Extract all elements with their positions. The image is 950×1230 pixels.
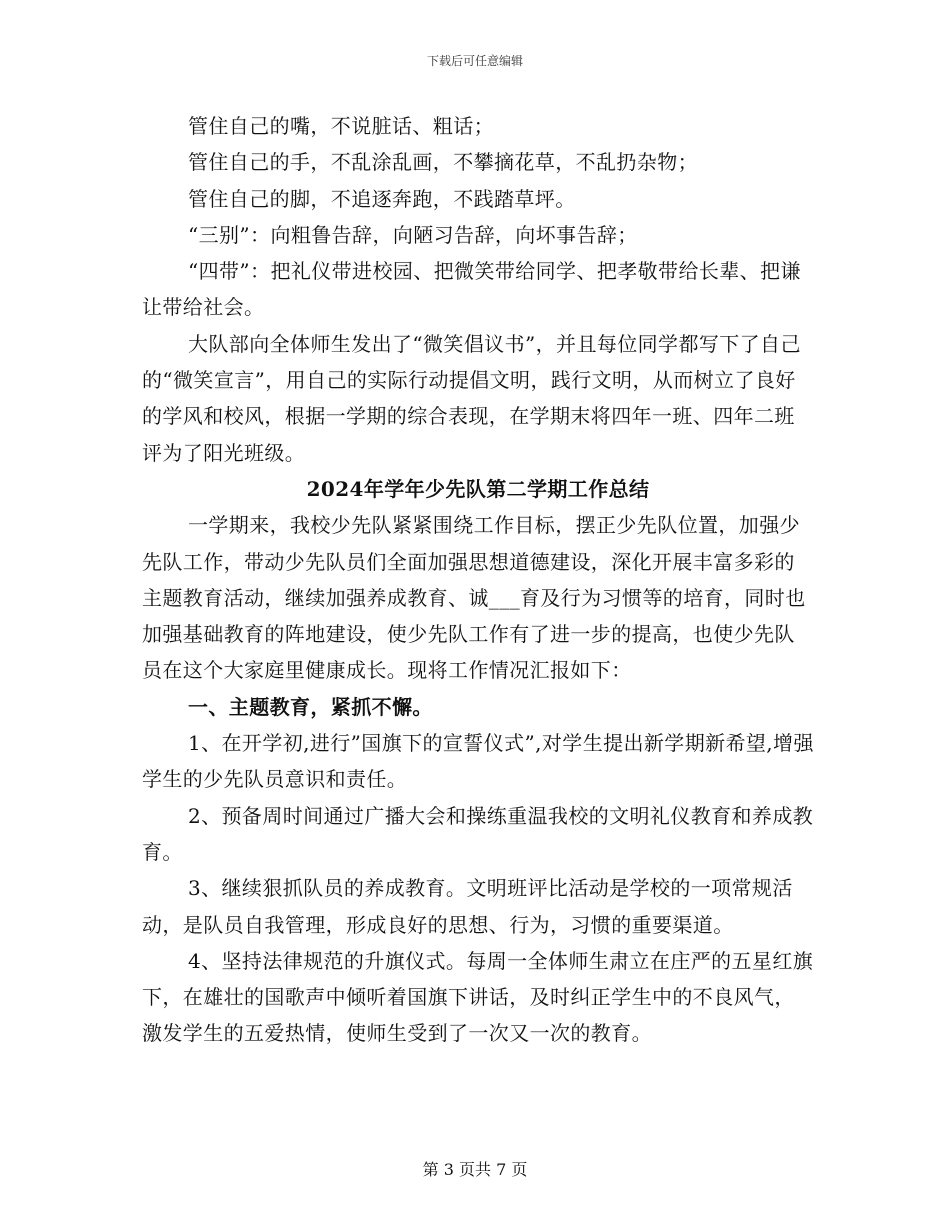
list-item: 2、预备周时间通过广播大会和操练重温我校的文明礼仪教育和养成教育。 [142, 803, 814, 864]
paragraph: “三别”：向粗鲁告辞，向陋习告辞，向坏事告辞； [188, 222, 638, 247]
paragraph: 管住自己的手，不乱涂乱画，不攀摘花草，不乱扔杂物； [188, 150, 698, 175]
list-item: 1、在开学初,进行”国旗下的宣誓仪式”,对学生提出新学期新希望,增强学生的少先队员意识和责任。 [142, 731, 814, 792]
section-heading: 一、主题教育，紧抓不懈。 [188, 694, 433, 719]
paragraph: 大队部向全体师生发出了“微笑倡议书”，并且每位同学都写下了自己的“微笑宣言”，用自己的实际行动提倡文明，践行文明，从而树立了良好的学风和校风，根据一学期的综合表现，在学期末将四年一班、四年二班评为了阳光班级。 [142, 331, 801, 465]
paragraph: “四带”：把礼仪带进校园、把微笑带给同学、把孝敬带给长辈、把谦让带给社会。 [142, 259, 801, 320]
page-header: 下载后可任意编辑 [426, 54, 523, 68]
paragraph: 管住自己的嘴，不说脏话、粗话； [188, 114, 494, 138]
list-item: 4、坚持法律规范的升旗仪式。每周一全体师生肃立在庄严的五星红旗下，在雄壮的国歌声中倾听着国旗下讲话，及时纠正学生中的不良风气，激发学生的五爱热情，使师生受到了一次又一次的教育。 [142, 948, 814, 1046]
paragraph: 管住自己的脚，不追逐奔跑，不践踏草坪。 [188, 186, 576, 211]
document-body [142, 108, 814, 1052]
page-footer: 第 3 页共 7 页 [422, 1160, 528, 1179]
document-title: 2024年学年少先队第二学期工作总结 [306, 476, 650, 501]
intro-paragraph: 一学期来，我校少先队紧紧围绕工作目标，摆正少先队位置，加强少先队工作，带动少先队员们全面加强思想道德建设，深化开展丰富多彩的主题教育活动，继续加强养成教育、诚___育及行为习惯等的培育，同时也加强基础教育的阵地建设，使少先队工作有了进一步的提高，也使少先队员在这个大家庭里健康成长。现将工作情况汇报如下： [142, 513, 806, 683]
list-item: 3、继续狠抓队员的养成教育。文明班评比活动是学校的一项常规活动，是队员自我管理，形成良好的思想、行为，习惯的重要渠道。 [142, 876, 793, 937]
